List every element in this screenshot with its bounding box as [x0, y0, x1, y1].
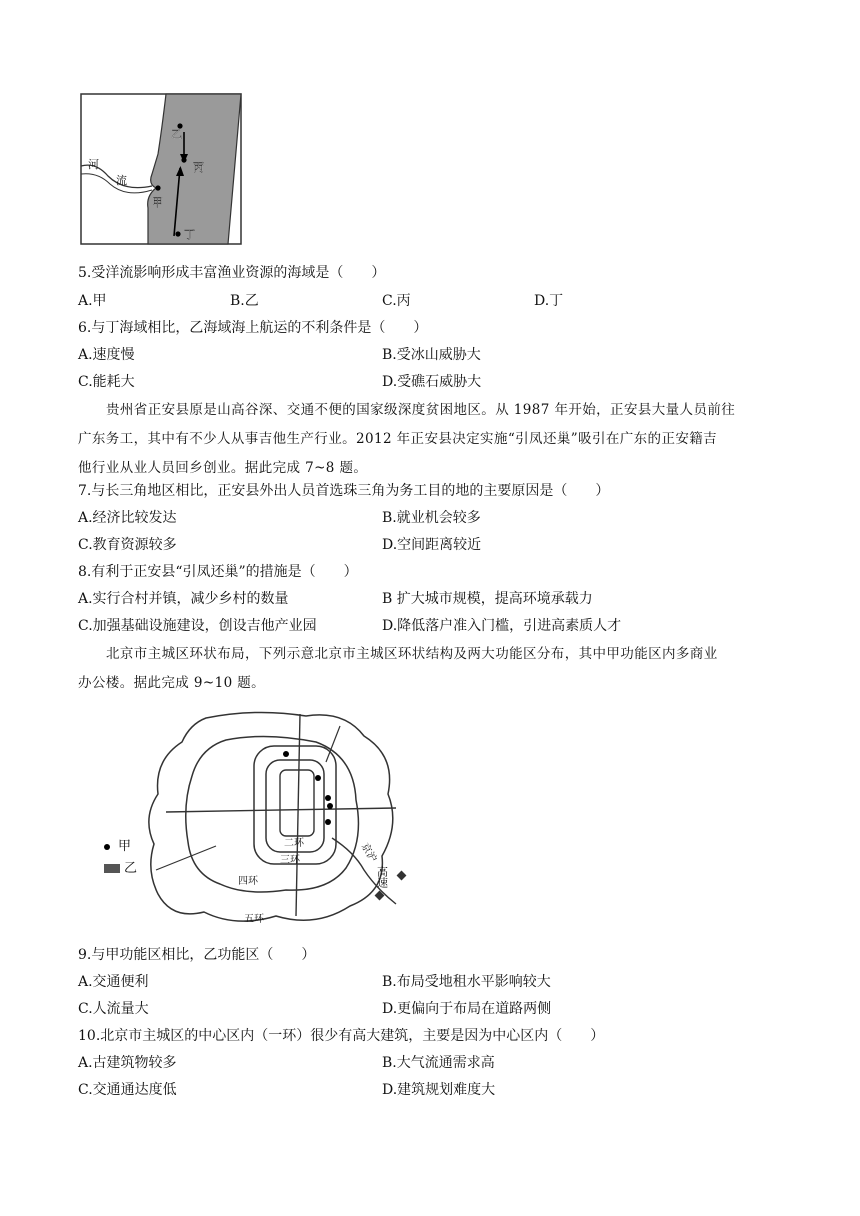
ring-4 [186, 736, 359, 892]
q6-option-a[interactable]: A.速度慢 [78, 347, 135, 363]
label-ding: 丁 [184, 228, 195, 241]
q6-option-c[interactable]: C.能耗大 [78, 374, 135, 390]
question-8-stem: 8.有利于正安县“引凤还巢”的措施是（ ） [78, 564, 358, 580]
q8-option-b[interactable]: B 扩大城市规模，提高环境承载力 [382, 591, 593, 607]
passage-7-8-line: 广东务工，其中有不少人从事吉他生产行业。2012 年正安县决定实施“引凤还巢”吸引在广东的正安籍吉 [78, 431, 718, 447]
q6-option-b[interactable]: B.受冰山威胁大 [382, 347, 481, 363]
ring-1 [280, 770, 314, 836]
question-9-stem: 9.与甲功能区相比，乙功能区（ ） [78, 947, 316, 963]
jia-point [327, 803, 333, 809]
q7-option-b[interactable]: B.就业机会较多 [382, 510, 481, 526]
q7-option-a[interactable]: A.经济比较发达 [78, 510, 177, 526]
label-yi: 乙 [171, 128, 182, 141]
q8-option-a[interactable]: A.实行合村并镇，减少乡村的数量 [78, 591, 289, 607]
label-ring-4: 四环 [238, 876, 258, 887]
question-6-stem: 6.与丁海域相比，乙海域海上航运的不利条件是（ ） [78, 320, 428, 336]
yi-marker [397, 871, 407, 881]
passage-7-8 [78, 396, 735, 483]
map-legend [104, 836, 137, 880]
point-jia [155, 185, 160, 190]
question-5-stem: 5.受洋流影响形成丰富渔业资源的海域是（ ） [78, 265, 386, 281]
legend-yi [104, 858, 137, 880]
label-gaosu: 高速 [375, 866, 389, 888]
point-bing [181, 157, 186, 162]
question-10-stem: 10.北京市主城区的中心区内（一环）很少有高大建筑，主要是因为中心区内（ ） [78, 1028, 605, 1044]
q9-option-b[interactable]: B.布局受地租水平影响较大 [382, 974, 551, 990]
q6-option-d[interactable]: D.受礁石威胁大 [382, 374, 482, 390]
q9-option-c[interactable]: C.人流量大 [78, 1001, 149, 1017]
legend-yi-label: 乙 [124, 861, 138, 876]
jia-point [325, 795, 331, 801]
q8-option-d[interactable]: D.降低落户准入门槛，引进高素质人才 [382, 618, 622, 634]
passage-7-8-line: 贵州省正安县原是山高谷深、交通不便的国家级深度贫困地区。从 1987 年开始，正安县大量人员前往 [106, 402, 736, 418]
q10-option-c[interactable]: C.交通通达度低 [78, 1082, 177, 1098]
question-7-stem: 7.与长三角地区相比，正安县外出人员首选珠三角为务工目的地的主要原因是（ ） [78, 483, 610, 499]
jia-point [315, 775, 321, 781]
q8-option-c[interactable]: C.加强基础设施建设，创设吉他产业园 [78, 618, 317, 634]
passage-7-8-line: 他行业从业人员回乡创业。据此完成 7~8 题。 [78, 460, 368, 476]
q10-option-b[interactable]: B.大气流通需求高 [382, 1055, 495, 1071]
q7-option-c[interactable]: C.教育资源较多 [78, 537, 177, 553]
q9-option-a[interactable]: A.交通便利 [78, 974, 149, 990]
label-jia: 甲 [152, 196, 163, 209]
q5-option-a[interactable]: A.甲 [78, 293, 107, 309]
legend-jia [104, 836, 137, 858]
jia-point [325, 819, 331, 825]
q9-option-d[interactable]: D.更偏向于布局在道路两侧 [382, 1001, 552, 1017]
passage-9-10 [78, 640, 718, 698]
label-ring-2: 二环 [284, 838, 304, 849]
q10-option-a[interactable]: A.古建筑物较多 [78, 1055, 177, 1071]
label-jinghu: 京沪 [358, 841, 379, 865]
passage-9-10-line: 北京市主城区环状布局，下列示意北京市主城区环状结构及两大功能区分布，其中甲功能区内多商业 [106, 646, 718, 662]
label-bing: 丙 [193, 161, 204, 174]
point-ding [175, 231, 180, 236]
passage-9-10-line: 办公楼。据此完成 9~10 题。 [78, 675, 266, 691]
ocean-current-map [76, 88, 248, 250]
label-ring-3: 三环 [280, 855, 300, 866]
q5-option-d[interactable]: D.丁 [534, 293, 564, 309]
legend-rect-icon [104, 864, 120, 873]
q5-option-b[interactable]: B.乙 [230, 293, 259, 309]
legend-jia-label: 甲 [118, 839, 132, 854]
legend-dot-icon [104, 844, 110, 850]
label-he: 河 [88, 158, 99, 171]
label-liu: 流 [116, 174, 127, 187]
jia-point [283, 751, 289, 757]
label-ring-5: 五环 [244, 914, 264, 925]
q7-option-d[interactable]: D.空间距离较近 [382, 537, 482, 553]
q10-option-d[interactable]: D.建筑规划难度大 [382, 1082, 496, 1098]
beijing-ring-map [96, 706, 426, 932]
q5-option-c[interactable]: C.丙 [382, 293, 411, 309]
